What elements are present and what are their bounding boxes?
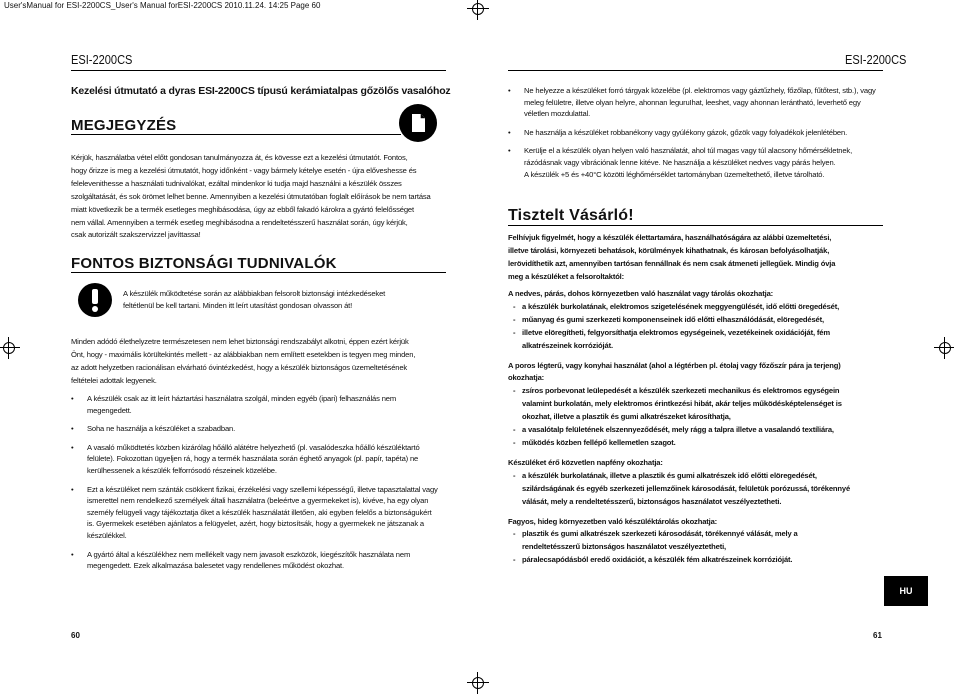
exclamation-icon: [78, 283, 112, 317]
list-item: • Soha ne használja a készüléket a szabadban.: [71, 423, 451, 435]
safety-heading: FONTOS BIZTONSÁGI TUDNIVALÓK: [71, 255, 337, 272]
notes-rule: [71, 134, 401, 135]
header-rule-right: [508, 70, 883, 71]
list-item: - működés közben fellépő kellemetlen szagot.: [508, 437, 893, 450]
list-item: - műanyag és gumi szerkezeti komponenseinek idő előtti elhasználódását, elöregedését,: [508, 314, 893, 327]
list-item: • Ne használja a készüléket robbanékony vagy gyúlékony gázok, gőzök vagy folyadékok jelenlétében.: [508, 127, 893, 139]
safety-rule: [71, 272, 446, 273]
language-tab: HU: [884, 576, 928, 606]
condition-title: Készüléket érő közvetlen napfény okozhatja:: [508, 457, 663, 467]
condition-list: [508, 528, 893, 567]
customer-intro: Felhívjuk figyelmét, hogy a készülék élettartamára, használhatóságára az alábbi üzemeltetési, illetve tárolási, környezeti behatások, körülmények kihathatnak, és károsan befolyásolhatják, lerövidíthetik azt, amennyiben tartósan fennállnak és nem csak átmeneti jellegűek. Mindig óvja meg a készüléket a felsoroltaktól:: [508, 233, 836, 281]
page-number-left: 60: [71, 631, 80, 640]
list-item: - plasztik és gumi alkatrészek szerkezeti károsodását, törékennyé válását, mely a rendeltetésszerű biztonságos használatot veszélyeztetheti,: [508, 528, 893, 554]
condition-title-cont: okozhatja:: [508, 373, 545, 383]
condition-list: [508, 385, 893, 450]
notes-body: Kérjük, használatba vétel előtt gondosan tanulmányozza át, és kövesse ezt a kezelési útmutatót. Fontos, hogy őrizze is meg a kezelési útmutatót, hogy időnként - vagy bármely kételye esetén - újra előveshesse és felelevenithesse a használati tudnivalókat, ezáltal mindenkor ki tudja majd használni a készülék összes szolgáltatását, és sok örömet lelhet benne. Amennyiben a kezelési útmutatóban foglalt előírások be nem tartása miatt következik be a termék esetleges meghibásodása, úgy az ebből fakadó károkra a gyártó felelősséget nem vállal. Amennyiben a termék esetleg meghibásodna a rendeltetésszerű használat során, úgy kérjük, csak autorizált szakszervizzel javíttassa!: [71, 153, 431, 240]
document-icon: [399, 104, 437, 142]
list-item: - a készülék burkolatának, elektromos szigetelésének meggyengülését, idő előtti öregedését,: [508, 301, 893, 314]
list-item: - zsíros porbevonat leülepedését a készülék szerkezeti mechanikus és elektromos egységein valamint burkolatán, mely elektromos érintkezési hibát, akár teljes működésképtelenséget is okozhat, illetve a plasztik és gumi alkatrészeket károsíthatja,: [508, 385, 893, 424]
customer-heading: Tisztelt Vásárló!: [508, 207, 634, 224]
condition-title: A poros légterű, vagy konyhai használat (ahol a légtérben pl. étolaj vagy főzőszír pára ja terjeng): [508, 360, 841, 370]
notes-heading: MEGJEGYZÉS: [71, 117, 177, 134]
customer-rule: [508, 225, 883, 226]
warning-text: A készülék működtetése során az alábbiakban felsorolt biztonsági intézkedéseket feltétlenül be kell tartani. Minden itt leírt utasítást gondosan olvasson át!: [123, 289, 386, 310]
safety-paragraph: Minden adódó élethelyzetre természetesen nem lehet biztonsági rendszabályt alkotni, éppen ezért kérjük Önt, hogy - maximális körültekintés mellett - az alábbiakban nem említett esetekben is tegyen meg minden, az adott helyzetben racionálisan elvárható óvintézkedést, hogy a készülék biztonságos üzemeltetésének feltételei adottak legyenek.: [71, 337, 416, 385]
model-header-left: ESI-2200CS: [71, 52, 133, 67]
list-item: - illetve elöregítheti, felgyorsíthatja elektromos egységeinek, vezetékeinek oxidációját, fém alkatrészeinek korrózióját.: [508, 327, 893, 353]
list-item: • A vasaló működtetés közben kizárólag hőálló alátétre helyezhető (pl. vasalódeszka hőálló készüléktartó felülete). Fokozottan ügyeljen rá, hogy a termék használata során éghető anyagok (pl. papír, tapéta) ne kerülhessenek a készülék felforrósodó részeinek közelébe.: [71, 442, 451, 477]
conditions-section: [508, 288, 893, 567]
list-item: - a vasalótalp felületének elszennyeződését, mely rágg a talpra illetve a vasalandó textíliára,: [508, 424, 893, 437]
list-item: • A készülék csak az itt leírt háztartási használatra szolgál, minden egyéb (ipari) felhasználás nem megengedett.: [71, 393, 451, 416]
manual-title: Kezelési útmutató a dyras ESI-2200CS típusú kerámiatalpas gőzölős vasalóhoz: [71, 85, 451, 97]
list-item: - a készülék burkolatának, illetve a plasztik és gumi alkatrészek idő előtti elöregedését, szilárdságának és egyéb szerkezeti jellemzőinek károsodását, felületük porózussá, törékennyé válását, mely a rendeltetésszerű, biztonságos használatot veszélyeztetheti.: [508, 470, 893, 509]
list-item: - páralecsapódásból eredő oxidációt, a készülék fém alkatrészeinek korrózióját.: [508, 554, 893, 567]
registration-mark-icon: [938, 341, 952, 355]
file-info-line: User'sManual for ESI-2200CS_User's Manual forESI-2200CS 2010.11.24. 14:25 Page 60: [4, 1, 321, 10]
list-item: • Ne helyezze a készüléket forró tárgyak közelébe (pl. elektromos vagy gáztűzhely, főzőlap, fűtőtest, stb.), vagy meleg felületre, illetve olyan helyre, ahonnan leguruIhat, leeshet, vagy ahonnan lerántható, leverhető egy véletlen mozdulattal.: [508, 85, 893, 120]
model-header-right: ESI-2200CS: [845, 52, 907, 67]
list-item: • A gyártó által a készülékhez nem mellékelt vagy nem javasolt eszközök, kiegészítők használata nem megengedett. Ezek alkalmazása balesetet vagy rendellenes működést okozhat.: [71, 549, 451, 572]
right-safety-list: [508, 85, 893, 180]
condition-list: [508, 301, 893, 353]
registration-mark-icon: [471, 676, 485, 690]
condition-list: [508, 470, 893, 509]
condition-title: A nedves, párás, dohos környezetben való használat vagy tárolás okozhatja:: [508, 289, 774, 298]
list-item: • Ezt a készüléket nem szánták csökkent fizikai, érzékelési vagy szellemi képességű, illetve tapasztalattal vagy ismerettel nem rendelkező személyek általi használatra (beleértve a gyermekeket is), kivéve, ha egy olyan személy felügyeli vagy tájékoztatja őket a készülék használatát illetően, aki egyben felelős a biztonságukért is. Gyermekek esetében ajánlatos a felügyelet, azért, hogy biztosítsák, hogy a gyermekek ne játszanak a készülékkel.: [71, 484, 451, 542]
list-item: • Kerülje el a készülék olyan helyen való használatát, ahol túl magas vagy túl alacsony hőmérsékletnek, rázódásnak vagy vibrációnak lenne kitéve. Ne használja a készüléket nedves vagy párás helyen. A készülék +5 és +40°C közötti léghőmérséklet tartományban üzemeltethető, illetve tárolható.: [508, 145, 893, 180]
safety-list: [71, 393, 451, 572]
registration-mark-icon: [471, 2, 485, 16]
page-number-right: 61: [873, 631, 882, 640]
header-rule-left: [71, 70, 446, 71]
condition-title: Fagyos, hideg környezetben való készüléktárolás okozhatja:: [508, 516, 718, 526]
registration-mark-icon: [2, 341, 16, 355]
